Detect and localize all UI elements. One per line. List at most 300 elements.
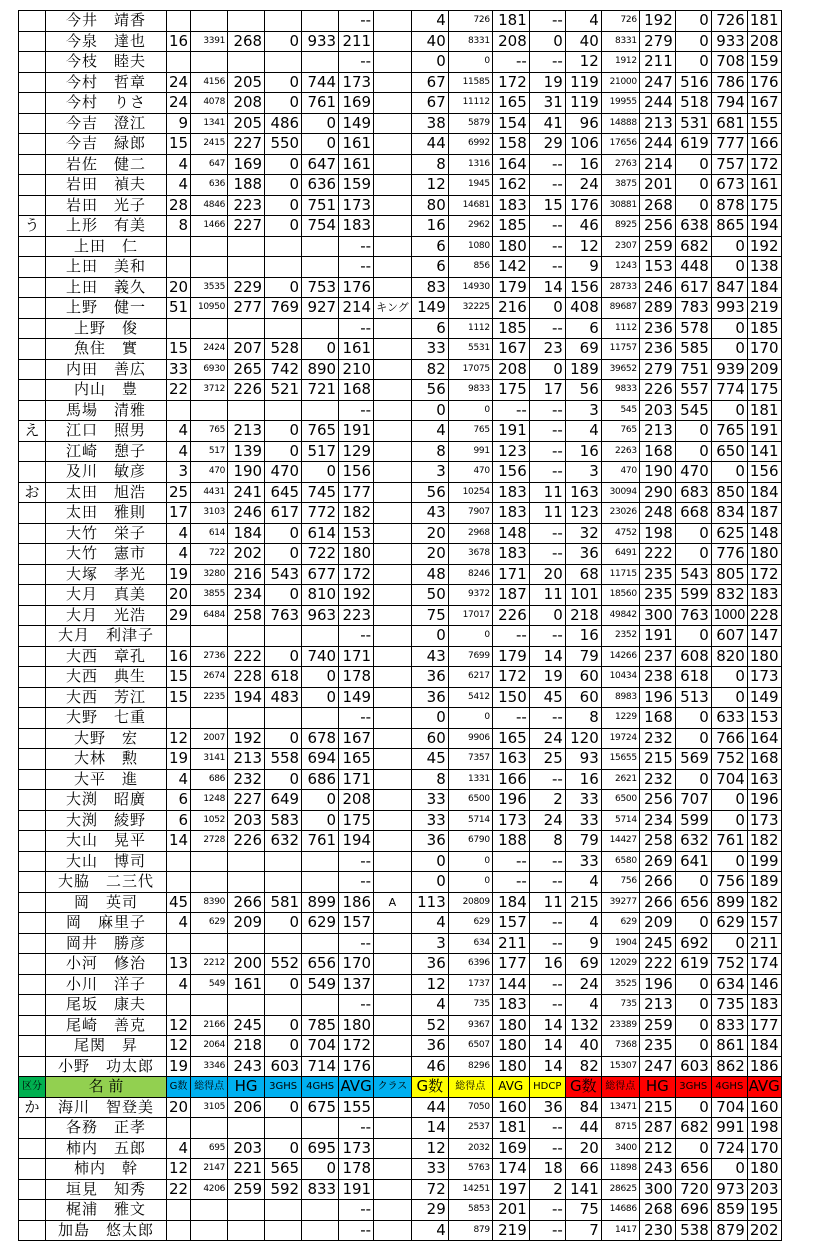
cell-class <box>374 482 412 503</box>
cell-total-score1: 614 <box>191 523 228 544</box>
cell-average1: -- <box>339 708 374 729</box>
cell-games3: 96 <box>565 113 601 134</box>
cell-average1: 223 <box>339 605 374 626</box>
cell-high-game1: 227 <box>228 790 265 811</box>
cell-name: 大渕 昭廣 <box>46 790 167 811</box>
cell-four-game-hs1 <box>302 851 339 872</box>
cell-class <box>374 421 412 442</box>
cell-total-score3: 3525 <box>601 974 639 995</box>
cell-kubun <box>19 954 46 975</box>
cell-three-game-hs1 <box>265 1200 302 1221</box>
cell-three-game-hs3: 638 <box>675 216 711 237</box>
cell-four-game-hs3: 878 <box>711 195 747 216</box>
cell-games3: 8 <box>565 708 601 729</box>
cell-games1 <box>167 626 191 647</box>
table-row <box>19 298 782 319</box>
cell-total-score1 <box>191 995 228 1016</box>
cell-games1: 22 <box>167 1179 191 1200</box>
cell-total-score1: 1248 <box>191 790 228 811</box>
cell-total-score3: 30881 <box>601 195 639 216</box>
cell-three-game-hs1: 470 <box>265 462 302 483</box>
cell-average2: 144 <box>492 974 529 995</box>
cell-class <box>374 277 412 298</box>
cell-total-score1: 686 <box>191 769 228 790</box>
cell-average1: 175 <box>339 810 374 831</box>
cell-handicap: -- <box>529 318 565 339</box>
cell-games1: 29 <box>167 605 191 626</box>
header-avg2: AVG <box>492 1077 529 1098</box>
cell-average1: 169 <box>339 93 374 114</box>
cell-handicap: -- <box>529 216 565 237</box>
cell-games2: 12 <box>411 175 448 196</box>
cell-games3: 141 <box>565 1179 601 1200</box>
cell-three-game-hs1: 649 <box>265 790 302 811</box>
cell-four-game-hs3: 777 <box>711 134 747 155</box>
cell-high-game1: 226 <box>228 380 265 401</box>
cell-high-game3: 190 <box>639 462 675 483</box>
cell-games3: 60 <box>565 667 601 688</box>
cell-name: 岩田 光子 <box>46 195 167 216</box>
cell-three-game-hs1: 632 <box>265 831 302 852</box>
cell-handicap: 41 <box>529 113 565 134</box>
table-row <box>19 851 782 872</box>
cell-four-game-hs1: 656 <box>302 954 339 975</box>
cell-average3: 208 <box>747 31 781 52</box>
cell-games1 <box>167 995 191 1016</box>
cell-high-game3: 247 <box>639 72 675 93</box>
table-row <box>19 667 782 688</box>
cell-handicap: 20 <box>529 564 565 585</box>
cell-four-game-hs1: 753 <box>302 277 339 298</box>
cell-four-game-hs3: 933 <box>711 31 747 52</box>
cell-games3: 4 <box>565 421 601 442</box>
cell-games3: 7 <box>565 1220 601 1241</box>
cell-total-score1: 4431 <box>191 482 228 503</box>
cell-games2: 43 <box>411 503 448 524</box>
cell-four-game-hs3: 673 <box>711 175 747 196</box>
cell-three-game-hs3: 0 <box>675 1015 711 1036</box>
cell-games3: 93 <box>565 749 601 770</box>
cell-average1: 191 <box>339 421 374 442</box>
cell-handicap: 8 <box>529 831 565 852</box>
cell-name: 大平 進 <box>46 769 167 790</box>
cell-four-game-hs1: 761 <box>302 831 339 852</box>
cell-name: 大西 典生 <box>46 667 167 688</box>
cell-games1: 4 <box>167 769 191 790</box>
cell-games3: 79 <box>565 831 601 852</box>
cell-three-game-hs1: 769 <box>265 298 302 319</box>
cell-four-game-hs3: 634 <box>711 974 747 995</box>
cell-four-game-hs1: 0 <box>302 113 339 134</box>
cell-average1: 210 <box>339 359 374 380</box>
cell-class: A <box>374 892 412 913</box>
cell-total-score2: 14930 <box>448 277 492 298</box>
cell-four-game-hs1: 549 <box>302 974 339 995</box>
cell-four-game-hs1: 751 <box>302 195 339 216</box>
cell-average2: 183 <box>492 503 529 524</box>
cell-four-game-hs3: 993 <box>711 298 747 319</box>
cell-games3: 4 <box>565 872 601 893</box>
cell-average3: 170 <box>747 1138 781 1159</box>
cell-name: 大山 博司 <box>46 851 167 872</box>
cell-average3: 167 <box>747 93 781 114</box>
cell-total-score2: 17075 <box>448 359 492 380</box>
cell-games3: 36 <box>565 544 601 565</box>
cell-four-game-hs3: 973 <box>711 1179 747 1200</box>
cell-total-score2: 14681 <box>448 195 492 216</box>
table-row <box>19 1015 782 1036</box>
cell-total-score2: 14251 <box>448 1179 492 1200</box>
cell-games3: 176 <box>565 195 601 216</box>
cell-games2: 67 <box>411 93 448 114</box>
cell-three-game-hs3: 0 <box>675 11 711 32</box>
cell-high-game3: 192 <box>639 11 675 32</box>
cell-four-game-hs3: 0 <box>711 339 747 360</box>
cell-games3: 4 <box>565 995 601 1016</box>
cell-average3: 192 <box>747 236 781 257</box>
cell-four-game-hs3: 681 <box>711 113 747 134</box>
cell-high-game1: 227 <box>228 216 265 237</box>
cell-high-game3: 211 <box>639 52 675 73</box>
header-total2: 総得点 <box>448 1077 492 1098</box>
cell-four-game-hs3: 0 <box>711 236 747 257</box>
cell-name: 上田 美和 <box>46 257 167 278</box>
cell-handicap: -- <box>529 1220 565 1241</box>
cell-handicap: 0 <box>529 298 565 319</box>
cell-class <box>374 974 412 995</box>
cell-name: 内山 豊 <box>46 380 167 401</box>
cell-handicap: -- <box>529 769 565 790</box>
cell-average3: 219 <box>747 298 781 319</box>
cell-kubun <box>19 298 46 319</box>
cell-total-score3: 4752 <box>601 523 639 544</box>
cell-games3: 33 <box>565 851 601 872</box>
cell-high-game3: 300 <box>639 605 675 626</box>
cell-name: 岩佐 健二 <box>46 154 167 175</box>
cell-games1: 16 <box>167 646 191 667</box>
cell-total-score1: 722 <box>191 544 228 565</box>
cell-name: 大塚 孝光 <box>46 564 167 585</box>
cell-three-game-hs3: 0 <box>675 175 711 196</box>
cell-four-game-hs1: 963 <box>302 605 339 626</box>
cell-class <box>374 1015 412 1036</box>
cell-class <box>374 195 412 216</box>
cell-games1: 4 <box>167 1138 191 1159</box>
cell-name: 尾関 昇 <box>46 1036 167 1057</box>
cell-four-game-hs1 <box>302 236 339 257</box>
cell-games3: 69 <box>565 339 601 360</box>
cell-average1: 194 <box>339 831 374 852</box>
cell-high-game1: 205 <box>228 72 265 93</box>
cell-average1: -- <box>339 872 374 893</box>
cell-handicap: 11 <box>529 585 565 606</box>
cell-games1: 4 <box>167 441 191 462</box>
cell-four-game-hs1 <box>302 1200 339 1221</box>
cell-name: 今泉 達也 <box>46 31 167 52</box>
cell-games1: 12 <box>167 1015 191 1036</box>
cell-name: 小河 修治 <box>46 954 167 975</box>
cell-average2: 163 <box>492 749 529 770</box>
cell-four-game-hs1: 772 <box>302 503 339 524</box>
cell-four-game-hs3: 633 <box>711 708 747 729</box>
cell-high-game3: 198 <box>639 523 675 544</box>
cell-games1 <box>167 1220 191 1241</box>
cell-high-game3: 209 <box>639 913 675 934</box>
cell-total-score3: 89687 <box>601 298 639 319</box>
table-row <box>19 400 782 421</box>
cell-three-game-hs1: 618 <box>265 667 302 688</box>
cell-high-game3: 243 <box>639 1159 675 1180</box>
cell-games3: 189 <box>565 359 601 380</box>
cell-total-score2: 470 <box>448 462 492 483</box>
cell-handicap: 0 <box>529 359 565 380</box>
cell-four-game-hs1: 785 <box>302 1015 339 1036</box>
cell-high-game1 <box>228 708 265 729</box>
cell-high-game3: 300 <box>639 1179 675 1200</box>
cell-name: 海川 智登美 <box>46 1097 167 1118</box>
cell-total-score3: 8925 <box>601 216 639 237</box>
cell-total-score1: 2007 <box>191 728 228 749</box>
cell-games3: 79 <box>565 646 601 667</box>
table-row <box>19 380 782 401</box>
cell-total-score1: 3280 <box>191 564 228 585</box>
cell-total-score3: 11757 <box>601 339 639 360</box>
cell-average2: 166 <box>492 769 529 790</box>
table-row <box>19 769 782 790</box>
cell-games2: 50 <box>411 585 448 606</box>
cell-total-score2: 9833 <box>448 380 492 401</box>
cell-kubun <box>19 831 46 852</box>
cell-games1: 6 <box>167 810 191 831</box>
cell-name: 柿内 五郎 <box>46 1138 167 1159</box>
cell-average2: 179 <box>492 277 529 298</box>
header-gsu1: G数 <box>167 1077 191 1098</box>
cell-class <box>374 790 412 811</box>
cell-games3: 24 <box>565 974 601 995</box>
cell-name: 今枝 睦夫 <box>46 52 167 73</box>
cell-average3: 202 <box>747 1220 781 1241</box>
cell-average2: -- <box>492 626 529 647</box>
cell-total-score2: 6790 <box>448 831 492 852</box>
cell-games2: 16 <box>411 216 448 237</box>
cell-three-game-hs1 <box>265 257 302 278</box>
cell-average3: 156 <box>747 462 781 483</box>
cell-games1 <box>167 851 191 872</box>
cell-four-game-hs1: 675 <box>302 1097 339 1118</box>
cell-games3: 44 <box>565 1118 601 1139</box>
cell-three-game-hs1: 0 <box>265 769 302 790</box>
cell-three-game-hs3: 0 <box>675 52 711 73</box>
cell-three-game-hs3: 763 <box>675 605 711 626</box>
cell-handicap: -- <box>529 175 565 196</box>
cell-three-game-hs3: 0 <box>675 995 711 1016</box>
cell-games2: 33 <box>411 810 448 831</box>
cell-four-game-hs3: 607 <box>711 626 747 647</box>
cell-games1: 13 <box>167 954 191 975</box>
cell-three-game-hs1: 742 <box>265 359 302 380</box>
cell-three-game-hs1: 0 <box>265 175 302 196</box>
cell-class <box>374 564 412 585</box>
cell-games3: 66 <box>565 1159 601 1180</box>
cell-average2: 185 <box>492 318 529 339</box>
cell-four-game-hs1: 833 <box>302 1179 339 1200</box>
cell-games2: 36 <box>411 831 448 852</box>
cell-total-score3: 756 <box>601 872 639 893</box>
cell-three-game-hs1: 528 <box>265 339 302 360</box>
table-row <box>19 195 782 216</box>
cell-three-game-hs3: 751 <box>675 359 711 380</box>
cell-four-game-hs1: 614 <box>302 523 339 544</box>
cell-high-game3: 279 <box>639 31 675 52</box>
cell-total-score3: 470 <box>601 462 639 483</box>
cell-handicap: 11 <box>529 503 565 524</box>
cell-high-game1 <box>228 851 265 872</box>
cell-average3: 146 <box>747 974 781 995</box>
cell-games3: 33 <box>565 790 601 811</box>
cell-games2: 60 <box>411 728 448 749</box>
cell-games1: 19 <box>167 749 191 770</box>
cell-three-game-hs1 <box>265 236 302 257</box>
cell-games3: 16 <box>565 769 601 790</box>
cell-class <box>374 626 412 647</box>
cell-games1: 4 <box>167 974 191 995</box>
cell-average1: -- <box>339 318 374 339</box>
cell-high-game3: 215 <box>639 1097 675 1118</box>
cell-class <box>374 851 412 872</box>
cell-average2: 157 <box>492 913 529 934</box>
cell-name: 今吉 緑郎 <box>46 134 167 155</box>
table-row <box>19 605 782 626</box>
cell-four-game-hs3: 704 <box>711 1097 747 1118</box>
cell-kubun <box>19 31 46 52</box>
cell-games3: 132 <box>565 1015 601 1036</box>
cell-average2: 197 <box>492 1179 529 1200</box>
cell-kubun <box>19 749 46 770</box>
cell-high-game1 <box>228 626 265 647</box>
cell-handicap: -- <box>529 11 565 32</box>
cell-high-game1: 216 <box>228 564 265 585</box>
cell-three-game-hs3: 0 <box>675 154 711 175</box>
cell-total-score3: 545 <box>601 400 639 421</box>
cell-four-game-hs1: 890 <box>302 359 339 380</box>
cell-games1: 6 <box>167 790 191 811</box>
table-row <box>19 974 782 995</box>
cell-three-game-hs1 <box>265 995 302 1016</box>
cell-total-score2: 1737 <box>448 974 492 995</box>
cell-three-game-hs1: 0 <box>265 913 302 934</box>
cell-average1: 178 <box>339 667 374 688</box>
cell-handicap: -- <box>529 995 565 1016</box>
cell-handicap: 14 <box>529 1036 565 1057</box>
cell-three-game-hs3: 692 <box>675 933 711 954</box>
cell-three-game-hs1: 0 <box>265 1097 302 1118</box>
cell-games2: 72 <box>411 1179 448 1200</box>
cell-games1: 4 <box>167 421 191 442</box>
cell-average2: 187 <box>492 585 529 606</box>
cell-total-score3: 2352 <box>601 626 639 647</box>
cell-games1: 24 <box>167 93 191 114</box>
cell-average1: 211 <box>339 31 374 52</box>
cell-total-score3: 6491 <box>601 544 639 565</box>
cell-average1: 149 <box>339 687 374 708</box>
cell-average2: 219 <box>492 1220 529 1241</box>
cell-four-game-hs1 <box>302 995 339 1016</box>
cell-average3: 147 <box>747 626 781 647</box>
cell-class <box>374 318 412 339</box>
cell-name: 梶浦 雅文 <box>46 1200 167 1221</box>
cell-games1: 3 <box>167 462 191 483</box>
cell-games3: 46 <box>565 216 601 237</box>
cell-handicap: 2 <box>529 1179 565 1200</box>
cell-name: 大月 利津子 <box>46 626 167 647</box>
cell-high-game3: 248 <box>639 503 675 524</box>
cell-three-game-hs1: 558 <box>265 749 302 770</box>
cell-high-game1: 218 <box>228 1036 265 1057</box>
cell-games1 <box>167 1118 191 1139</box>
cell-total-score2: 1945 <box>448 175 492 196</box>
cell-total-score2: 1112 <box>448 318 492 339</box>
cell-average3: 199 <box>747 851 781 872</box>
cell-average1: 177 <box>339 482 374 503</box>
cell-total-score1: 517 <box>191 441 228 462</box>
cell-average3: 191 <box>747 421 781 442</box>
cell-games1: 20 <box>167 1097 191 1118</box>
cell-three-game-hs1 <box>265 400 302 421</box>
cell-class <box>374 31 412 52</box>
cell-total-score3: 1229 <box>601 708 639 729</box>
header-avg3: AVG <box>748 1077 780 1096</box>
cell-class <box>374 1200 412 1221</box>
cell-games2: 56 <box>411 380 448 401</box>
cell-total-score2: 856 <box>448 257 492 278</box>
cell-name: 大月 真美 <box>46 585 167 606</box>
table-row <box>19 646 782 667</box>
cell-total-score3: 28733 <box>601 277 639 298</box>
cell-total-score1: 3712 <box>191 380 228 401</box>
cell-average3: 195 <box>747 1200 781 1221</box>
cell-high-game3: 237 <box>639 646 675 667</box>
cell-high-game1: 241 <box>228 482 265 503</box>
cell-handicap: -- <box>529 708 565 729</box>
cell-average1: 182 <box>339 503 374 524</box>
cell-name: 江崎 憩子 <box>46 441 167 462</box>
cell-high-game1: 265 <box>228 359 265 380</box>
cell-high-game1: 258 <box>228 605 265 626</box>
cell-four-game-hs3: 774 <box>711 380 747 401</box>
cell-kubun <box>19 1179 46 1200</box>
cell-total-score2: 7050 <box>448 1097 492 1118</box>
cell-average2: 181 <box>492 11 529 32</box>
cell-total-score2: 629 <box>448 913 492 934</box>
cell-class <box>374 1138 412 1159</box>
cell-high-game1 <box>228 318 265 339</box>
table-row <box>19 482 782 503</box>
cell-games1 <box>167 1200 191 1221</box>
cell-kubun <box>19 626 46 647</box>
cell-total-score1: 2147 <box>191 1159 228 1180</box>
cell-total-score1 <box>191 851 228 872</box>
cell-total-score1: 3391 <box>191 31 228 52</box>
cell-four-game-hs3: 752 <box>711 954 747 975</box>
cell-total-score1 <box>191 236 228 257</box>
cell-high-game1: 228 <box>228 667 265 688</box>
cell-games1: 33 <box>167 359 191 380</box>
cell-total-score2: 10254 <box>448 482 492 503</box>
cell-four-game-hs1 <box>302 11 339 32</box>
cell-average1: 180 <box>339 544 374 565</box>
cell-high-game1: 245 <box>228 1015 265 1036</box>
cell-three-game-hs3: 617 <box>675 277 711 298</box>
